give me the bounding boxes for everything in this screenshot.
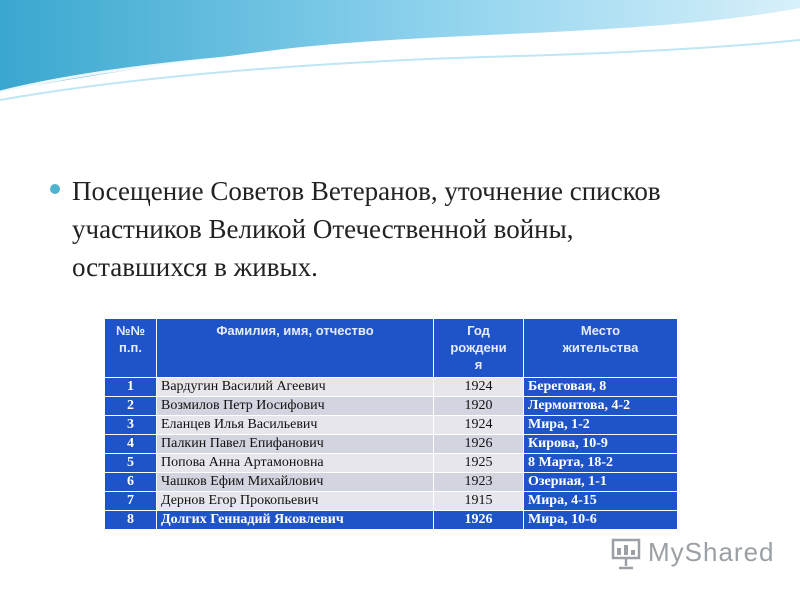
cell-year: 1915 bbox=[434, 492, 524, 511]
cell-name: Попова Анна Артамоновна bbox=[157, 454, 434, 473]
table-row bbox=[105, 416, 678, 435]
cell-num: 5 bbox=[105, 454, 157, 473]
table-row bbox=[105, 492, 678, 511]
header-year bbox=[434, 319, 524, 378]
cell-address: Кирова, 10-9 bbox=[524, 435, 678, 454]
header-name-line: Фамилия, имя, отчество bbox=[216, 323, 374, 338]
cell-address: Береговая, 8 bbox=[524, 378, 678, 397]
header-year-line: Год bbox=[467, 323, 490, 338]
header-num bbox=[105, 319, 157, 378]
header-address-line: жительства bbox=[562, 340, 639, 355]
table-row bbox=[105, 378, 678, 397]
cell-num: 3 bbox=[105, 416, 157, 435]
bullet-item bbox=[50, 172, 770, 286]
cell-name: Палкин Павел Епифанович bbox=[157, 435, 434, 454]
table-row bbox=[105, 473, 678, 492]
table-row bbox=[105, 397, 678, 416]
cell-name: Вардугин Василий Агеевич bbox=[157, 378, 434, 397]
cell-name: Возмилов Петр Иосифович bbox=[157, 397, 434, 416]
cell-num: 2 bbox=[105, 397, 157, 416]
veterans-table bbox=[104, 318, 678, 530]
cell-year: 1926 bbox=[434, 511, 524, 530]
cell-name: Дернов Егор Прокопьевич bbox=[157, 492, 434, 511]
bullet-line: участников Великой Отечественной войны, bbox=[72, 214, 574, 244]
cell-num: 6 bbox=[105, 473, 157, 492]
bullet-dot-icon bbox=[50, 184, 60, 194]
cell-address: Мира, 10-6 bbox=[524, 511, 678, 530]
cell-num: 8 bbox=[105, 511, 157, 530]
header-year-line: рождени bbox=[450, 340, 507, 355]
header-address bbox=[524, 319, 678, 378]
header-num-line: №№ bbox=[116, 323, 145, 338]
cell-address: Мира, 1-2 bbox=[524, 416, 678, 435]
cell-year: 1920 bbox=[434, 397, 524, 416]
cell-name: Еланцев Илья Васильевич bbox=[157, 416, 434, 435]
header-name bbox=[157, 319, 434, 378]
table-header-row bbox=[105, 319, 678, 378]
header-num-line: п.п. bbox=[119, 340, 142, 355]
table-row bbox=[105, 454, 678, 473]
header-address-line: Место bbox=[580, 323, 621, 338]
cell-year: 1925 bbox=[434, 454, 524, 473]
bullet-line: Посещение Советов Ветеранов, уточнение списков bbox=[72, 176, 661, 206]
watermark-text: MyShared bbox=[648, 537, 775, 567]
cell-num: 4 bbox=[105, 435, 157, 454]
cell-year: 1924 bbox=[434, 416, 524, 435]
cell-address: Озерная, 1-1 bbox=[524, 473, 678, 492]
cell-num: 7 bbox=[105, 492, 157, 511]
bullet-line: оставшихся в живых. bbox=[72, 252, 318, 282]
header-year-line: я bbox=[474, 357, 483, 372]
presentation-board-icon bbox=[610, 536, 644, 570]
table-row bbox=[105, 435, 678, 454]
cell-address: 8 Марта, 18-2 bbox=[524, 454, 678, 473]
cell-num: 1 bbox=[105, 378, 157, 397]
cell-year: 1926 bbox=[434, 435, 524, 454]
cell-address: Мира, 4-15 bbox=[524, 492, 678, 511]
table-row bbox=[105, 511, 678, 530]
cell-address: Лермонтова, 4-2 bbox=[524, 397, 678, 416]
cell-name: Чашков Ефим Михайлович bbox=[157, 473, 434, 492]
cell-year: 1924 bbox=[434, 378, 524, 397]
cell-year: 1923 bbox=[434, 473, 524, 492]
header-wave-decoration bbox=[0, 0, 800, 110]
cell-name: Долгих Геннадий Яковлевич bbox=[157, 511, 434, 530]
bullet-text bbox=[72, 172, 770, 286]
